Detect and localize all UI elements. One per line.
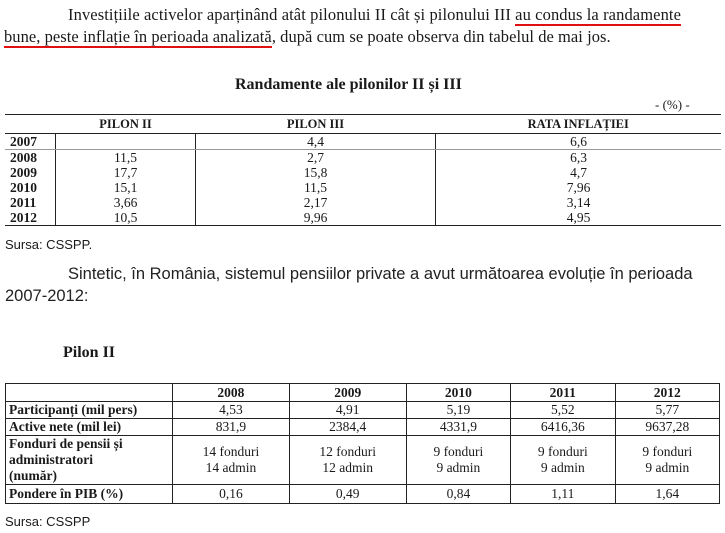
cell-value: 831,9 [173,419,290,436]
paragraph1-text: Investițiile activelor aparținând atât pilonului II cât și pilonului III [68,5,516,24]
highlighted-phrase-cont: bune, peste inflație în perioada analizată [4,27,272,46]
header-year: 2011 [511,384,615,402]
cell-pilon2: 11,5 [56,150,196,166]
cell-line: 14 admin [205,460,257,475]
cell-inflation: 6,3 [436,150,722,166]
highlighted-phrase: au condus la randamente [515,5,682,24]
cell-line: 9 admin [645,460,690,475]
cell-pilon3: 15,8 [196,165,436,180]
header-pilon2: PILON II [56,115,196,134]
cell-pilon3: 9,96 [196,210,436,226]
cell-value: 5,19 [406,402,510,419]
header-inflation: RATA INFLAȚIEI [436,115,722,134]
table1-unit: - (%) - [655,97,690,112]
row-label-line: (număr) [9,468,57,483]
table-row [5,165,721,180]
paragraph1-text-end: , după cum se poate observa din tabelul de mai jos. [271,27,611,46]
row-label: Active nete (mil lei) [6,419,173,436]
header-year: 2012 [615,384,719,402]
cell-line: 12 admin [322,460,374,475]
cell-value [406,436,510,485]
header-year: 2010 [406,384,510,402]
table-row [5,150,721,166]
cell-value: 9637,28 [615,419,719,436]
cell-inflation: 6,6 [436,134,722,150]
cell-year: 2007 [5,134,56,150]
cell-value [289,436,406,485]
row-label-line: Fonduri de pensii și [9,436,123,451]
table-header-row [5,115,721,134]
cell-line: 9 fonduri [537,444,588,459]
cell-pilon2: 3,66 [56,195,196,210]
row-label: Pondere în PIB (%) [6,485,173,504]
table1-source: Sursa: CSSPP. [5,237,93,252]
header-year: 2009 [289,384,406,402]
cell-value: 0,49 [289,485,406,504]
paragraph1-line1 [68,5,681,25]
cell-pilon3: 2,7 [196,150,436,166]
cell-inflation: 4,95 [436,210,722,226]
cell-inflation: 3,14 [436,195,722,210]
row-label-line: administratori [9,452,93,467]
table-row [5,195,721,210]
table-row [5,210,721,226]
row-label: Participanți (mil pers) [6,402,173,419]
table-header-row [6,384,720,402]
table1-title: Randamente ale pilonilor II și III [235,76,462,93]
paragraph2-line1: Sintetic, în România, sistemul pensiilor private a avut următoarea evoluție în perioada [68,265,693,283]
cell-value: 5,77 [615,402,719,419]
table-row [5,180,721,195]
cell-value: 0,84 [406,485,510,504]
cell-line: 9 fonduri [642,444,693,459]
header-blank [6,384,173,402]
cell-line: 9 fonduri [433,444,484,459]
cell-pilon2: 10,5 [56,210,196,226]
table-row [6,485,720,504]
table2-source: Sursa: CSSPP [5,514,91,529]
cell-pilon3: 4,4 [196,134,436,150]
cell-line: 9 admin [540,460,585,475]
cell-value: 0,16 [173,485,290,504]
cell-value: 4331,9 [406,419,510,436]
table-row [6,402,720,419]
cell-line: 14 fonduri [202,444,260,459]
header-year: 2008 [173,384,290,402]
cell-year: 2009 [10,165,37,180]
cell-year: 2012 [5,210,56,226]
cell-value [173,436,290,485]
cell-pilon2 [56,134,196,150]
pilon2-table [5,383,720,504]
cell-year: 2011 [10,195,37,210]
cell-line: 12 fonduri [319,444,377,459]
cell-value [511,436,615,485]
cell-year: 2010 [10,180,37,195]
cell-pilon2: 15,1 [56,180,196,195]
cell-value: 1,64 [615,485,719,504]
cell-value: 4,53 [173,402,290,419]
cell-pilon2: 17,7 [56,165,196,180]
header-year [5,115,56,134]
cell-year: 2008 [10,150,37,165]
returns-table [5,114,721,226]
cell-pilon3: 11,5 [196,180,436,195]
cell-pilon3: 2,17 [196,195,436,210]
cell-value: 1,11 [511,485,615,504]
table2-heading: Pilon II [63,344,116,361]
cell-inflation: 4,7 [436,165,722,180]
paragraph1-line2 [4,27,611,47]
cell-value [615,436,719,485]
table-row [5,134,721,150]
cell-value: 4,91 [289,402,406,419]
cell-value: 5,52 [511,402,615,419]
paragraph2-line2: 2007-2012: [5,287,89,305]
cell-value: 6416,36 [511,419,615,436]
table-row [6,419,720,436]
cell-line: 9 admin [436,460,481,475]
header-pilon3: PILON III [196,115,436,134]
row-label [6,436,173,485]
cell-value: 2384,4 [289,419,406,436]
cell-inflation: 7,96 [436,180,722,195]
table-row [6,436,720,485]
